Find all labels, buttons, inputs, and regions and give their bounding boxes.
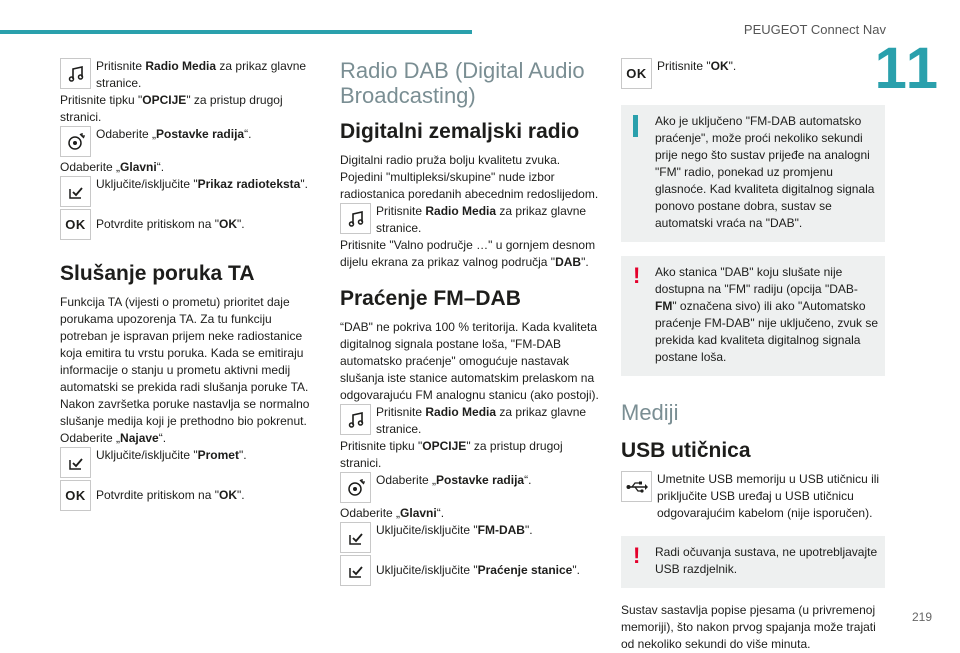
warning-box <box>621 536 885 588</box>
checkbox-icon <box>340 522 371 553</box>
step-text: Pritisnite Radio Media za prikaz glavne stranice. <box>376 405 587 436</box>
step-confirm-ok <box>60 209 322 242</box>
step-toggle-radiotext <box>60 176 322 209</box>
step-radio-media <box>60 58 322 92</box>
fm-dab-description: “DAB" ne pokriva 100 % teritorija. Kada kvaliteta digitalnog signala postane loša, "FM-DAB automatsko praćenje" omogućuje nastavak slušanja iste stanice automatskim prelaskom na odgovarajuću FM analognu stanicu (ako postoji). <box>340 320 599 402</box>
music-note-icon <box>340 203 371 234</box>
chapter-heading-dab: Radio DAB (Digital Audio Broadcasting) <box>340 58 585 108</box>
warning-icon: ! <box>633 263 641 288</box>
column-2 <box>340 58 604 588</box>
step-text: Uključite/isključite "Praćenje stanice". <box>376 563 580 577</box>
instruction-text: Pritisnite tipku "OPCIJE" za pristup drugoj stranici. <box>60 93 283 124</box>
digital-description: Digitalni radio pruža bolju kvalitetu zvuka. Pojedini "multipleksi/skupine" nude izbor radiostanica poredanih abecednim redoslijedom. <box>340 153 599 201</box>
step-confirm-ok <box>60 480 322 513</box>
step-text: Uključite/isključite "FM-DAB". <box>376 523 533 537</box>
instruction-text: Pritisnite tipku "OPCIJE" za pristup drugoj stranici. <box>340 439 563 470</box>
section-heading-usb: USB utičnica <box>621 439 751 462</box>
checkbox-icon <box>340 555 371 586</box>
instruction-text: Odaberite „Glavni“. <box>340 506 445 520</box>
radio-settings-icon <box>340 472 371 503</box>
section-heading-digital: Digitalni zemaljski radio <box>340 120 580 143</box>
ta-description: Funkcija TA (vijesti o prometu) prioritet daje porukama upozorenja TA. Za tu funkciju potreban je ispravan prijem neke radiostanice koja emitira tu vrstu poruka. Kada se emitiraju informacije o stanju u prometu aktivni medij automatski se prekida radi slušanja poruke TA. Nakon završetka poruke nastavlja se normalno slušanje medija koji je prethodno bio pokrenut. <box>60 295 310 428</box>
column-1 <box>60 58 322 513</box>
usb-icon <box>621 471 652 502</box>
step-text: Potvrdite pritiskom na "OK". <box>96 217 245 231</box>
music-note-icon <box>60 58 91 89</box>
step-toggle-fm-dab <box>340 522 604 555</box>
warning-text: Radi očuvanja sustava, ne upotrebljavajte USB razdjelnik. <box>655 545 878 576</box>
step-insert-usb <box>621 471 885 522</box>
step-text: Pritisnite "OK". <box>657 59 737 73</box>
step-radio-media <box>340 404 604 438</box>
step-radio-settings <box>340 472 604 505</box>
step-text: Odaberite „Postavke radija“. <box>376 473 532 487</box>
music-note-icon <box>340 404 371 435</box>
section-heading-fm-dab: Praćenje FM–DAB <box>340 287 521 310</box>
ok-key-icon: OK <box>621 58 652 89</box>
chapter-heading-media: Mediji <box>621 400 679 425</box>
checkbox-icon <box>60 447 91 478</box>
ok-key-icon: OK <box>60 209 91 240</box>
step-text: Pritisnite Radio Media za prikaz glavne stranice. <box>96 59 307 90</box>
warning-icon: ! <box>633 543 641 568</box>
info-text: Ako je uključeno "FM-DAB automatsko praćenje", može proći nekoliko sekundi prije nego što sustav prijeđe na analogni "FM" radio, ponekad uz promjenu glasnoće. Kad kvaliteta digitalnog signala ponovo postane dobra, sustav se automatski vraća na "DAB". <box>655 114 875 230</box>
header-accent-bar <box>0 30 472 34</box>
checkbox-icon <box>60 176 91 207</box>
info-marker-icon <box>633 115 638 137</box>
playlist-text: Sustav sastavlja popise pjesama (u privremenoj memoriji), što nakon prvog spajanja može trajati od nekoliko sekundi do više minuta. <box>621 603 876 651</box>
section-heading-ta: Slušanje poruka TA <box>60 262 255 285</box>
column-3 <box>621 58 885 653</box>
step-text: Pritisnite Radio Media za prikaz glavne stranice. <box>376 204 587 235</box>
step-confirm-ok <box>621 58 885 91</box>
instruction-text: Odaberite „Glavni“. <box>60 160 165 174</box>
step-toggle-traffic <box>60 447 322 480</box>
instruction-text: Pritisnite "Valno područje …" u gornjem desnom dijelu ekrana za prikaz valnog područja "DAB". <box>340 238 596 269</box>
step-text: Uključite/isključite "Promet". <box>96 448 247 462</box>
step-toggle-station-tracking <box>340 555 604 588</box>
step-text: Uključite/isključite "Prikaz radioteksta". <box>96 177 308 191</box>
radio-settings-icon <box>60 126 91 157</box>
step-text: Potvrdite pritiskom na "OK". <box>96 488 245 502</box>
info-box <box>621 105 885 242</box>
header-title: PEUGEOT Connect Nav <box>743 22 886 37</box>
step-radio-media <box>340 203 604 237</box>
page-number: 219 <box>911 610 932 624</box>
step-radio-settings <box>60 126 322 159</box>
chapter-number: 11 <box>874 36 940 101</box>
ok-key-icon: OK <box>60 480 91 511</box>
step-text: Odaberite „Postavke radija“. <box>96 127 252 141</box>
warning-box <box>621 256 885 376</box>
warning-text: Ako stanica "DAB" koju slušate nije dostupna na "FM" radiju (opcija "DAB-FM" označena sivo) ili ako "Automatsko praćenje FM-DAB" nije uključeno, zvuk se prekida kad kvaliteta digitalnog signala postane loša. <box>655 265 879 364</box>
usb-text: Umetnite USB memoriju u USB utičnicu ili priključite USB uređaj u USB utičnicu odgovarajućim kabelom (nije isporučen). <box>657 472 880 520</box>
instruction-text: Odaberite „Najave“. <box>60 431 167 445</box>
